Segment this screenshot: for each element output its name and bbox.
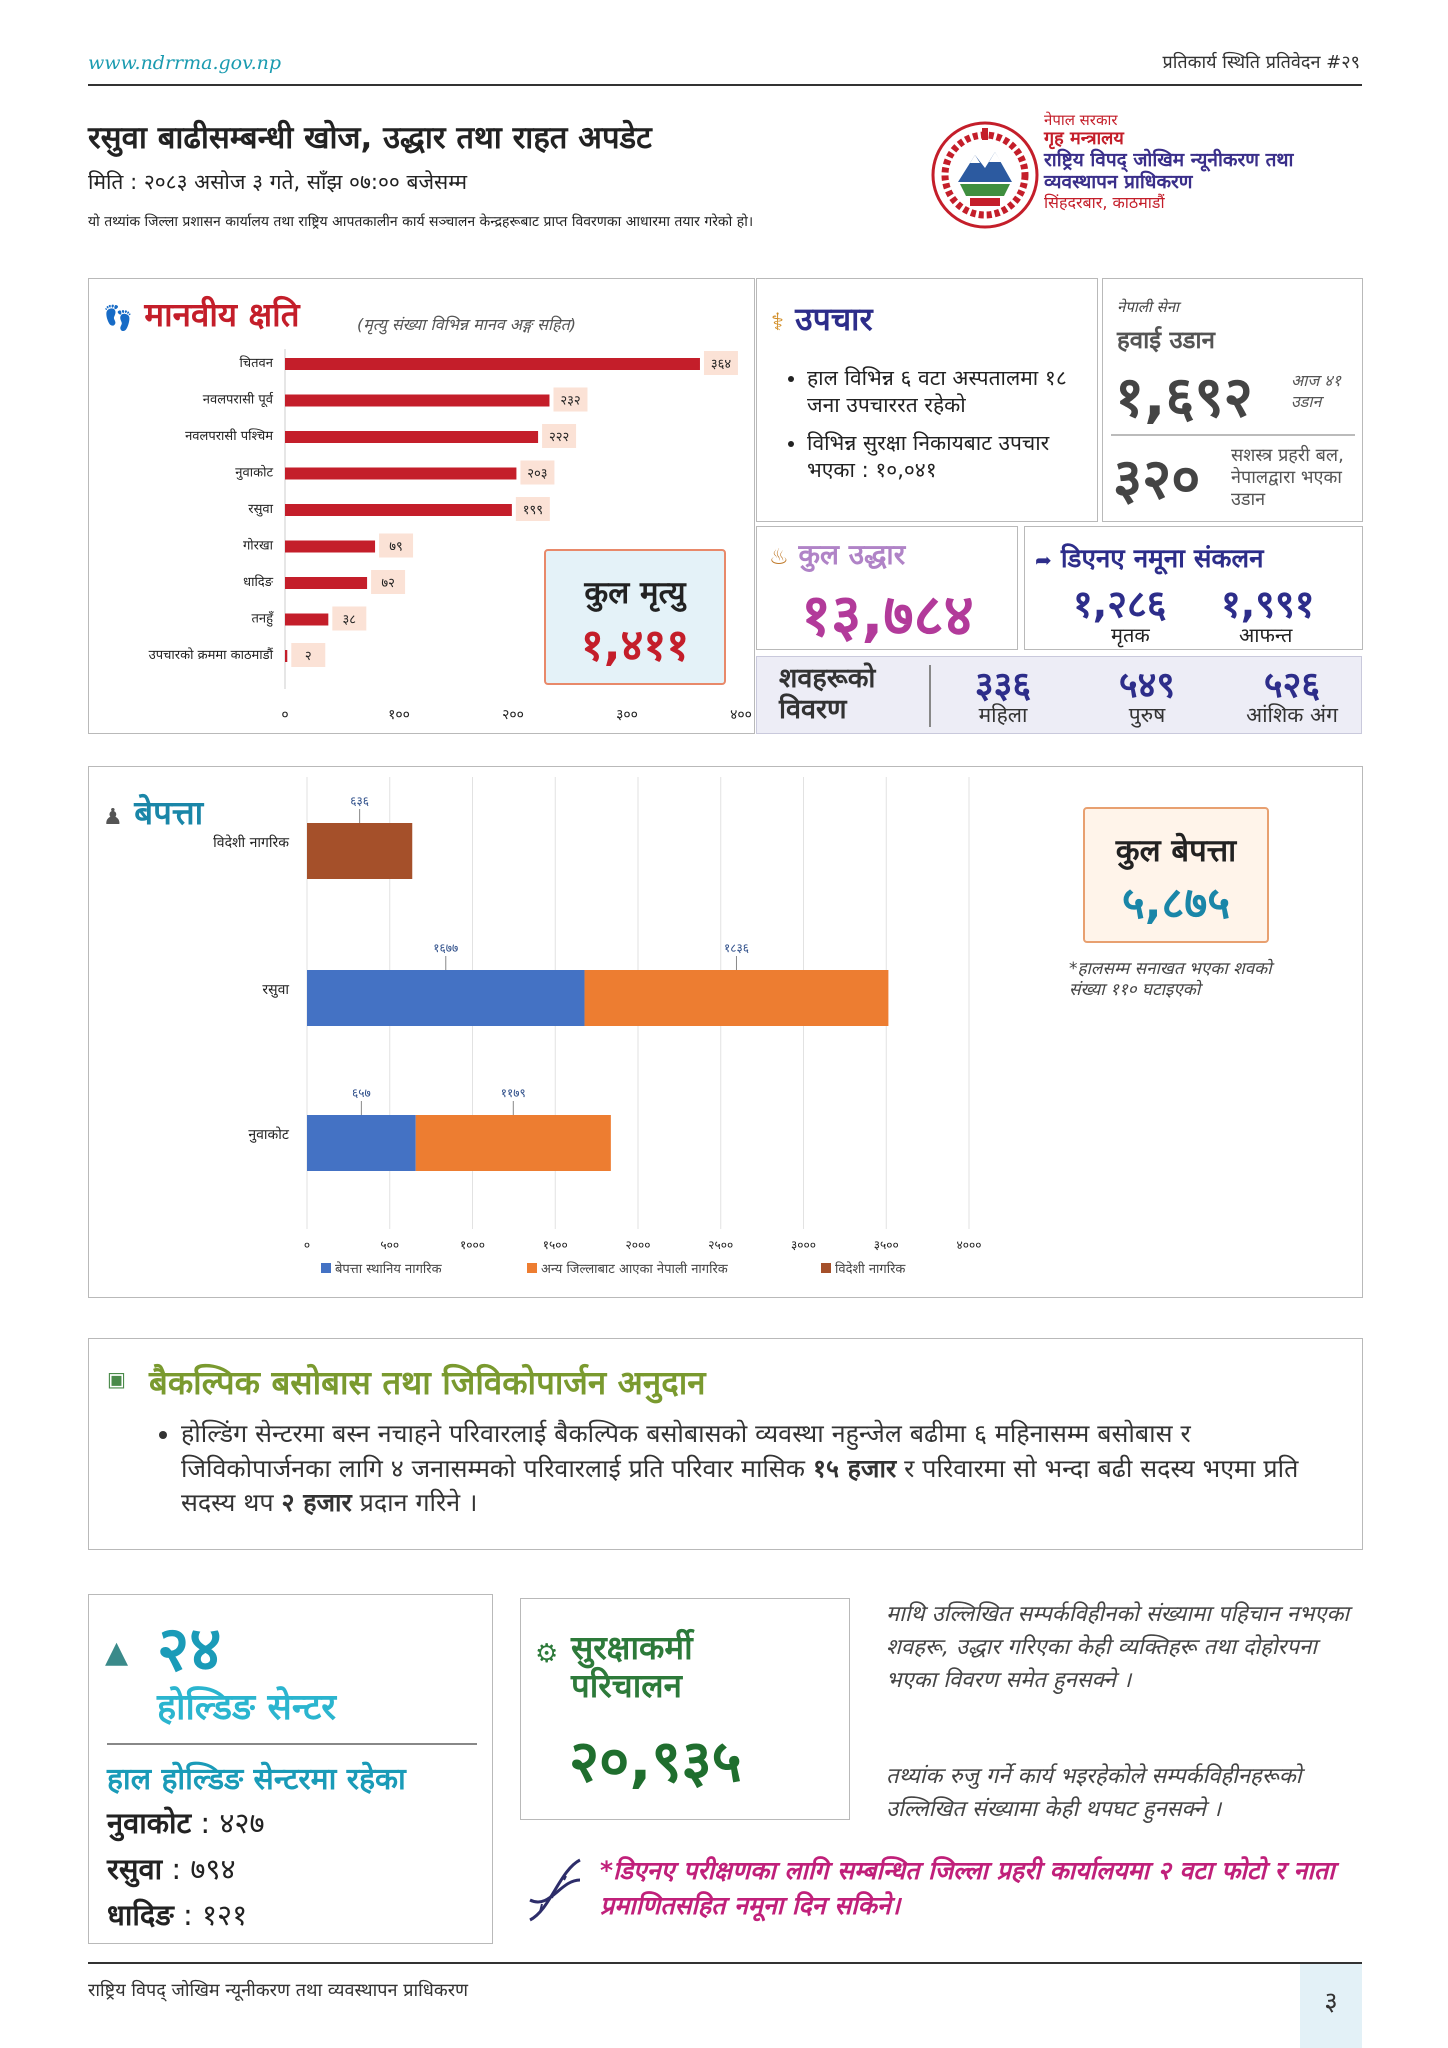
human-loss-title — [103, 291, 300, 336]
missing-x-tick: १००० — [460, 1238, 485, 1252]
total-death-label: कुल मृत्यु — [584, 575, 686, 611]
security-title — [571, 1629, 693, 1705]
loss-x-tick: ० — [281, 707, 289, 723]
loss-category-label: नवलपरासी पश्चिम — [185, 429, 273, 444]
human-loss-panel — [88, 278, 755, 734]
security-personnel-icon: ⚙ — [535, 1639, 559, 1669]
bodies-male-label: पुरुष — [1128, 703, 1166, 727]
loss-bar — [285, 650, 287, 662]
housing-text-1: होल्डिंग सेन्टरमा बस्न नचाहने परिवारलाई बैकल्पिक बसोबासको व्यवस्था नहुन्जेल बढीमा ६ महिनासम्म बसोबास र जिविकोपार्जनका लागि ४ जनासम्मको परिवारलाई प्रति परिवार मासिक — [181, 1419, 1191, 1483]
top-divider — [88, 84, 1362, 86]
tent-icon: ▲ — [105, 1635, 129, 1670]
rescue-value: १३,७८४ — [801, 581, 974, 649]
bodies-parts-value: ५२६ — [1263, 665, 1321, 706]
housing-panel — [88, 1338, 1363, 1550]
holding-row — [107, 1895, 247, 1934]
holding-row — [107, 1803, 265, 1842]
source-note: यो तथ्यांक जिल्ला प्रशासन कार्यालय तथा राष्ट्रिय आपतकालीन कार्य सञ्चालन केन्द्रहरूबाट प्राप्त विवरणका आधारमा तयार गरेको हो। — [88, 214, 754, 230]
report-number: प्रतिकार्य स्थिति प्रतिवेदन #२९ — [1162, 52, 1360, 73]
treatment-title-text: उपचार — [795, 300, 873, 338]
org-block — [1044, 112, 1364, 212]
bodies-title — [779, 663, 875, 725]
missing-bar — [585, 970, 889, 1026]
org-address: सिंहदरबार, काठमाडौं — [1044, 192, 1165, 212]
missing-legend-swatch — [321, 1263, 331, 1273]
money-icon: ▣ — [107, 1367, 126, 1391]
dna-kin-label: आफन्त — [1239, 623, 1293, 647]
housing-amount-2: २ हजार — [281, 1488, 352, 1517]
page-number: ३ — [1324, 1987, 1338, 2017]
loss-value-label: ७९ — [389, 539, 403, 555]
loss-x-tick: ४०० — [730, 707, 752, 723]
dna-helix-icon — [520, 1850, 590, 1930]
bodies-parts-label: आंशिक अंग — [1246, 703, 1338, 727]
loss-bar — [285, 468, 516, 480]
total-death-card — [544, 549, 726, 685]
missing-panel — [88, 766, 1363, 1298]
loss-category-label: नुवाकोट — [235, 465, 273, 481]
org-ministry: गृह मन्त्रालय — [1044, 128, 1124, 150]
apf-flight-count: ३२० — [1113, 447, 1201, 512]
missing-value-label: ६५७ — [351, 1086, 371, 1100]
missing-category-label: विदेशी नागरिक — [213, 835, 289, 851]
bodies-male-value: ५४९ — [1118, 665, 1176, 706]
loss-bar — [285, 504, 512, 516]
loss-bar — [285, 358, 700, 370]
missing-value-label: ११७९ — [500, 1086, 526, 1100]
holding-district: रसुवा — [107, 1852, 163, 1886]
holding-center-label: होल्डिङ सेन्टर — [157, 1687, 336, 1728]
footprints-icon: 👣 — [103, 304, 133, 332]
loss-value-label: २२२ — [548, 430, 570, 445]
loss-value-label: ३६४ — [710, 357, 732, 372]
total-death-value: १,४११ — [580, 620, 690, 671]
org-name-line2: व्यवस्थापन प्राधिकरण — [1044, 170, 1193, 193]
report-date: मिति : २०८३ असोज ३ गते, साँझ ०७:०० बजेसम्म — [88, 170, 468, 194]
missing-value-label: १६७७ — [433, 941, 459, 955]
loss-x-tick: १०० — [388, 707, 410, 723]
dna-dead-label: मृतक — [1111, 623, 1150, 647]
human-loss-title-text: मानवीय क्षति — [144, 295, 300, 334]
missing-legend-swatch — [821, 1263, 831, 1273]
housing-title — [107, 1359, 706, 1404]
loss-x-tick: ३०० — [616, 707, 638, 723]
missing-bar — [307, 1115, 416, 1171]
housing-item — [181, 1417, 1301, 1521]
rescue-title-text: कुल उद्धार — [798, 538, 906, 571]
dna-title-text: डिएनए नमूना संकलन — [1060, 544, 1264, 574]
dna-title — [1035, 539, 1264, 575]
air-lift-today: आज ४१ उडान — [1291, 371, 1341, 411]
treatment-list — [807, 365, 1077, 494]
housing-title-text: बैकल्पिक बसोबास तथा जिविकोपार्जन अनुदान — [149, 1363, 706, 1402]
loss-category-label: चितवन — [239, 356, 273, 371]
security-title-line2: परिचालन — [571, 1665, 682, 1705]
loss-bar — [285, 577, 367, 589]
air-lift-divider — [1111, 434, 1355, 436]
holding-row — [107, 1849, 236, 1888]
missing-x-tick: ४००० — [956, 1238, 982, 1252]
loss-value-label: २ — [304, 649, 312, 664]
org-name-line1: राष्ट्रिय विपद् जोखिम न्यूनीकरण तथा — [1044, 148, 1294, 171]
housing-list — [151, 1417, 1301, 1521]
air-lift-org: नेपाली सेना — [1117, 298, 1179, 316]
loss-category-label: धादिङ — [243, 575, 273, 590]
missing-value-label: ६३६ — [350, 794, 369, 808]
loss-bar — [285, 541, 375, 553]
holding-divider — [107, 1743, 477, 1745]
loss-category-label: गोरखा — [242, 538, 273, 554]
dna-dead-value: १,२८६ — [1073, 582, 1167, 626]
missing-x-tick: ० — [303, 1238, 311, 1252]
loss-value-label: ३८ — [342, 612, 357, 628]
rescue-panel — [756, 526, 1018, 650]
missing-x-tick: १५०० — [542, 1238, 568, 1252]
holding-center-count: २४ — [157, 1612, 222, 1685]
total-missing-card — [1083, 807, 1269, 943]
loss-value-label: ७२ — [381, 576, 395, 591]
housing-text-2: र परिवारमा सो भन्दा बढी सदस्य भएमा प्रति सदस्य थप — [181, 1453, 1299, 1517]
page-title: रसुवा बाढीसम्बन्धी खोज, उद्धार तथा राहत अपडेट — [88, 120, 652, 156]
security-value: २०,९३५ — [569, 1727, 742, 1795]
missing-category-label: रसुवा — [262, 982, 289, 998]
syringe-icon: ➦ — [1035, 548, 1052, 572]
missing-category-label: नुवाकोट — [248, 1127, 289, 1143]
holding-center-panel — [88, 1594, 493, 1944]
loss-bar — [285, 614, 328, 626]
dna-panel — [1024, 526, 1363, 650]
loss-category-label: तनहुँ — [251, 611, 273, 627]
missing-note: *हालसम्म सनाखत भएका शवको संख्या ११० घटाइएको — [1069, 959, 1272, 1001]
bodies-female-label: महिला — [978, 703, 1028, 727]
bodies-female-value: ३३६ — [974, 665, 1032, 706]
holding-value: : ४२७ — [200, 1806, 265, 1840]
footer-org: राष्ट्रिय विपद् जोखिम न्यूनीकरण तथा व्यवस्थापन प्राधिकरण — [88, 1980, 469, 2001]
missing-bar — [307, 823, 412, 879]
missing-legend-label: बेपत्ता स्थानिय नागरिक — [335, 1262, 442, 1277]
loss-category-label: उपचारको क्रममा काठमाडौं — [148, 648, 273, 663]
rescue-icon: ♨ — [769, 545, 789, 570]
missing-x-tick: २५०० — [708, 1238, 734, 1252]
dna-note: *डिएनए परीक्षणका लागि सम्बन्धित जिल्ला प्रहरी कार्यालयमा २ वटा फोटो र नाता प्रमाणितसहित नमूना दिन सकिने। — [600, 1856, 1335, 1920]
treatment-item: • हाल विभिन्न ६ वटा अस्पतालमा १८ जना उपचाररत रहेको — [807, 365, 1077, 420]
missing-title-text: बेपत्ता — [134, 793, 204, 832]
holding-current-label: हाल होल्डिङ सेन्टरमा रहेका — [107, 1762, 406, 1797]
missing-x-tick: ३५०० — [873, 1238, 899, 1252]
holding-value: : १२१ — [182, 1898, 248, 1932]
missing-title — [103, 789, 203, 834]
missing-x-tick: ३००० — [791, 1238, 816, 1252]
air-lift-panel — [1102, 278, 1363, 522]
bodies-panel — [756, 656, 1362, 734]
loss-x-tick: २०० — [502, 707, 524, 723]
apf-flight-label: सशस्त्र प्रहरी बल, नेपालद्वारा भएका उडान — [1231, 445, 1344, 510]
site-url[interactable]: www.ndrrma.gov.np — [88, 52, 282, 74]
security-title-line1: सुरक्षाकर्मी — [571, 1628, 693, 1667]
missing-legend-label: अन्य जिल्लाबाट आएका नेपाली नागरिक — [541, 1262, 728, 1277]
loss-value-label: २३२ — [560, 393, 581, 409]
security-panel — [520, 1598, 850, 1820]
missing-legend-swatch — [527, 1263, 537, 1273]
total-missing-value: ५,८७५ — [1121, 878, 1231, 929]
dna-kin-value: १,९९१ — [1221, 582, 1315, 626]
total-missing-label: कुल बेपत्ता — [1115, 833, 1237, 869]
doctor-icon: ⚕ — [771, 308, 784, 336]
loss-bar — [285, 431, 538, 443]
holding-district: धादिङ — [107, 1898, 174, 1932]
loss-value-label: १९९ — [522, 503, 544, 518]
loss-category-label: नवलपरासी पूर्व — [202, 392, 273, 408]
footnote-1: माथि उल्लिखित सम्पर्कविहीनको संख्यामा पहिचान नभएका शवहरू, उद्धार गरिएका केही व्यक्तिहरू तथा दोहोरपना भएका विवरण समेत हुनसक्ने । — [886, 1602, 1350, 1693]
bodies-title-line2: विवरण — [779, 694, 847, 726]
air-lift-title: हवाई उडान — [1117, 326, 1215, 354]
missing-value-label: १८३६ — [723, 941, 749, 955]
holding-district: नुवाकोट — [107, 1806, 192, 1840]
rescue-title — [769, 535, 905, 573]
loss-bar — [285, 395, 549, 407]
housing-amount-1: १५ हजार — [812, 1453, 897, 1483]
air-lift-total: १,६९२ — [1115, 365, 1253, 430]
footnote-2: तथ्यांक रुजु गर्ने कार्य भइरहेकोले सम्पर्कविहीनहरूको उल्लिखित संख्यामा केही थपघट हुनसक्ने । — [886, 1764, 1302, 1822]
treatment-item: • विभिन्न सुरक्षा निकायबाट उपचार भएका : १०,०४१ — [807, 430, 1077, 485]
missing-legend-label: विदेशी नागरिक — [835, 1262, 906, 1277]
loss-category-label: रसुवा — [248, 502, 273, 517]
people-icon: ♟ — [103, 805, 123, 830]
org-govt: नेपाल सरकार — [1044, 111, 1118, 129]
housing-text-3: प्रदान गरिने । — [351, 1488, 478, 1517]
holding-value: : ७९४ — [171, 1852, 236, 1886]
loss-value-label: २०३ — [527, 466, 548, 482]
missing-x-tick: ५०० — [380, 1238, 400, 1252]
nepal-emblem-icon — [930, 120, 1040, 230]
missing-bar — [416, 1115, 611, 1171]
bodies-divider — [929, 665, 931, 727]
bodies-title-line1: शवहरूको — [779, 663, 876, 694]
treatment-panel — [756, 278, 1098, 522]
page-number-box — [1300, 1964, 1362, 2048]
missing-x-tick: २००० — [625, 1238, 651, 1252]
missing-bar — [307, 970, 585, 1026]
bottom-divider — [88, 1962, 1362, 1964]
human-loss-subtitle: (मृत्यु संख्या विभिन्न मानव अङ्ग सहित) — [357, 315, 576, 334]
treatment-title — [771, 297, 873, 340]
